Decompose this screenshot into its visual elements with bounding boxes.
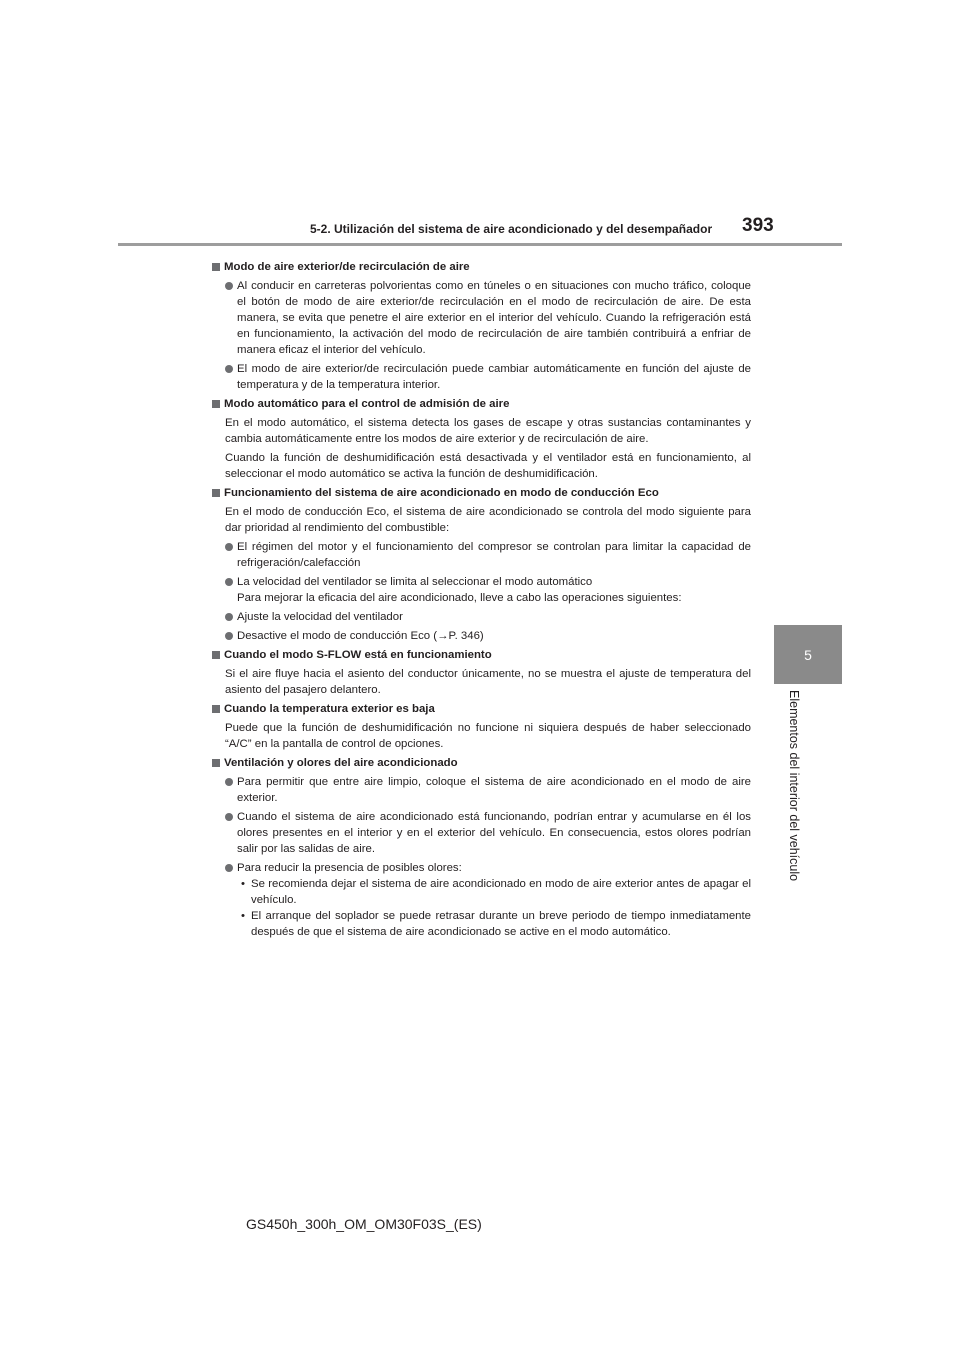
header-divider bbox=[118, 243, 842, 246]
page-number: 393 bbox=[742, 215, 774, 236]
circle-bullet-icon bbox=[225, 282, 233, 290]
bullet-item bbox=[211, 609, 751, 625]
bullet-item bbox=[211, 774, 751, 806]
section-heading bbox=[211, 647, 751, 663]
sub-bullet-item bbox=[211, 908, 751, 940]
dot-marker: • bbox=[241, 910, 245, 922]
square-bullet-icon bbox=[212, 400, 220, 408]
section-heading-text: Cuando el modo S-FLOW está en funcionamiento bbox=[224, 649, 492, 661]
bullet-item bbox=[211, 628, 751, 644]
dot-marker: • bbox=[241, 878, 245, 890]
section-heading bbox=[211, 259, 751, 275]
circle-bullet-icon bbox=[225, 613, 233, 621]
bullet-text: La velocidad del ventilador se limita al seleccionar el modo automático bbox=[237, 576, 593, 588]
bullet-item bbox=[211, 361, 751, 393]
chapter-title-vertical: Elementos del interior del vehículo bbox=[787, 690, 801, 882]
circle-bullet-icon bbox=[225, 365, 233, 373]
document-code-footer: GS450h_300h_OM_OM30F03S_(ES) bbox=[246, 1216, 482, 1232]
section-heading-text: Funcionamiento del sistema de aire acondicionado en modo de conducción Eco bbox=[224, 487, 659, 499]
circle-bullet-icon bbox=[225, 543, 233, 551]
bullet-item bbox=[211, 809, 751, 857]
sub-bullet-text: El arranque del soplador se puede retrasar durante un breve periodo de tiempo inmediatamente después de que el sistema de aire acondicionado se active en el modo automático. bbox=[251, 910, 751, 938]
circle-bullet-icon bbox=[225, 864, 233, 872]
paragraph: Si el aire fluye hacia el asiento del conductor únicamente, no se muestra el ajuste de temperatura del asiento del pasajero delantero. bbox=[225, 668, 751, 696]
section-header-title: 5-2. Utilización del sistema de aire acondicionado y del desempañador bbox=[310, 222, 713, 236]
bullet-item bbox=[211, 574, 751, 606]
section-heading bbox=[211, 701, 751, 717]
bullet-item bbox=[211, 539, 751, 571]
circle-bullet-icon bbox=[225, 813, 233, 821]
square-bullet-icon bbox=[212, 759, 220, 767]
bullet-item bbox=[211, 278, 751, 358]
page-content bbox=[211, 256, 751, 940]
circle-bullet-icon bbox=[225, 778, 233, 786]
section-heading bbox=[211, 485, 751, 501]
bullet-text: Cuando el sistema de aire acondicionado está funcionando, podrían entrar y acumularse en él los olores presentes en el interior y en el exterior del vehículo. En consecuencia, estos olores podrían salir por las salidas de aire. bbox=[237, 811, 751, 855]
bullet-text: Para permitir que entre aire limpio, coloque el sistema de aire acondicionado en el modo de aire exterior. bbox=[237, 776, 751, 804]
square-bullet-icon bbox=[212, 705, 220, 713]
square-bullet-icon bbox=[212, 489, 220, 497]
circle-bullet-icon bbox=[225, 632, 233, 640]
section-heading-text: Ventilación y olores del aire acondicionado bbox=[224, 757, 458, 769]
chapter-number-tab bbox=[774, 625, 842, 684]
bullet-text: Para reducir la presencia de posibles olores: bbox=[237, 862, 462, 874]
square-bullet-icon bbox=[212, 263, 220, 271]
sub-bullet-item bbox=[211, 876, 751, 908]
paragraph: En el modo de conducción Eco, el sistema de aire acondicionado se controla del modo siguiente para dar prioridad al rendimiento del combustible: bbox=[225, 506, 751, 534]
section-heading bbox=[211, 396, 751, 412]
paragraph: Puede que la función de deshumidificación no funcione ni siquiera después de haber seleccionado “A/C” en la pantalla de control de opciones. bbox=[225, 722, 751, 750]
section-heading-text: Modo de aire exterior/de recirculación de aire bbox=[224, 261, 470, 273]
bullet-text: El modo de aire exterior/de recirculación puede cambiar automáticamente en función del ajuste de temperatura y de la temperatura interior. bbox=[237, 363, 751, 391]
sub-bullet-text: Se recomienda dejar el sistema de aire acondicionado en modo de aire exterior antes de apagar el vehículo. bbox=[251, 878, 751, 906]
bullet-text: Ajuste la velocidad del ventilador bbox=[237, 611, 403, 623]
bullet-text: El régimen del motor y el funcionamiento del compresor se controlan para limitar la capacidad de refrigeración/calefacción bbox=[237, 541, 751, 569]
square-bullet-icon bbox=[212, 651, 220, 659]
section-heading-text: Modo automático para el control de admisión de aire bbox=[224, 398, 510, 410]
bullet-item bbox=[211, 860, 751, 876]
bullet-text: Desactive el modo de conducción Eco (→P. 346) bbox=[237, 630, 484, 642]
paragraph: Cuando la función de deshumidificación está desactivada y el ventilador está en funcionamiento, al seleccionar el modo automático se activa la función de deshumidificación. bbox=[225, 452, 751, 480]
bullet-text: Para mejorar la eficacia del aire acondicionado, lleve a cabo las operaciones siguientes: bbox=[237, 592, 682, 604]
paragraph: En el modo automático, el sistema detecta los gases de escape y otras sustancias contaminantes y cambia automáticamente entre los modos de aire exterior y de recirculación de aire. bbox=[225, 417, 751, 445]
bullet-text: Al conducir en carreteras polvorientas como en túneles o en situaciones con mucho tráfico, coloque el botón de modo de aire exterior/de recirculación en el modo de recirculación de aire. De esta manera, se evita que penetre el aire exterior en el interior del vehículo. Cuando la refrigeración está en funcionamiento, la activación del modo de recirculación de aire también contribuirá a enfriar de manera eficaz el interior del vehículo. bbox=[237, 280, 751, 356]
circle-bullet-icon bbox=[225, 578, 233, 586]
section-heading bbox=[211, 755, 751, 771]
section-heading-text: Cuando la temperatura exterior es baja bbox=[224, 703, 435, 715]
chapter-number: 5 bbox=[804, 646, 812, 663]
